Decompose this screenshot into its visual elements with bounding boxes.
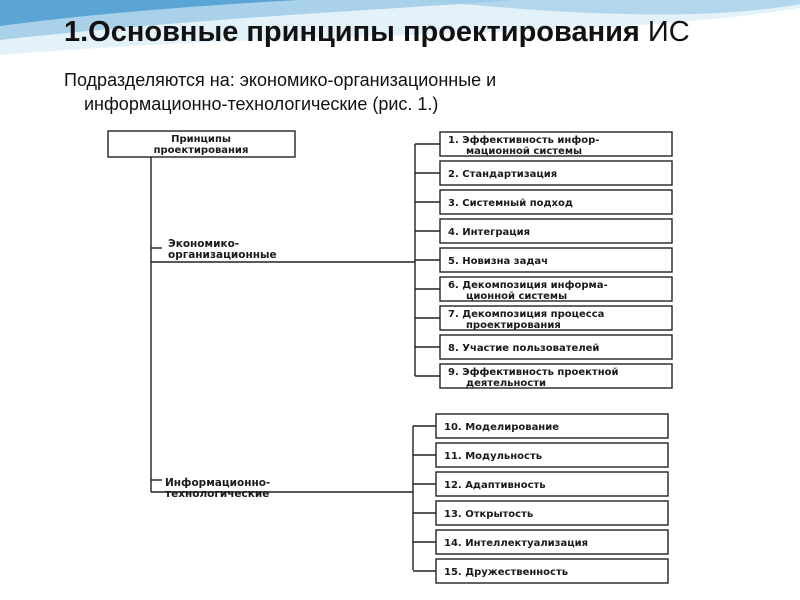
subtitle-line-1: Подразделяются на: экономико-организационные и (64, 70, 497, 90)
page-title-suffix: ИС (639, 16, 690, 48)
group2-label-line-1: Информационно- (165, 477, 271, 489)
group1-item-label-line-1: 8. Участие пользователей (448, 343, 600, 354)
group2-item-label-line-1: 13. Открытость (444, 509, 534, 520)
group2-label-line-2: технологические (165, 488, 270, 500)
group2-items (413, 414, 668, 583)
group1-item-label-line-1: 6. Декомпозиция информа- (448, 280, 608, 291)
group1-item-label-line-2: ционной системы (466, 291, 568, 302)
connector-lines (108, 131, 415, 570)
group1-item-label-line-1: 7. Декомпозиция процесса (448, 309, 605, 320)
group1-item-label-line-2: мационной системы (466, 146, 583, 157)
group1-label-line-1: Экономико- (168, 238, 240, 250)
group1-item-label-line-1: 9. Эффективность проектной (448, 367, 619, 378)
page-title-main: 1.Основные принципы проектирования (64, 16, 640, 48)
group2-item-label-line-1: 14. Интеллектуализация (444, 538, 589, 549)
group1-item-label-line-1: 3. Системный подход (448, 198, 573, 209)
group1-item-label-line-1: 4. Интеграция (448, 227, 531, 238)
group1-item-label-line-1: 1. Эффективность инфор- (448, 135, 600, 146)
group1-item-label-line-2: проектирования (466, 320, 561, 331)
group1-label-line-2: организационные (168, 249, 277, 261)
group1-item-label-line-1: 5. Новизна задач (448, 256, 549, 267)
root-label-line-1: Принципы (171, 134, 231, 145)
root-label-line-2: проектирования (153, 145, 249, 156)
group2-item-label-line-1: 11. Модульность (444, 451, 543, 462)
group2-item-label-line-1: 10. Моделирование (444, 422, 560, 433)
group1-items (415, 132, 672, 389)
group1-item-label-line-1: 2. Стандартизация (448, 169, 558, 180)
subtitle-line-2: информационно-технологические (рис. 1.) (84, 94, 439, 114)
group2-item-label-line-1: 15. Дружественность (444, 567, 569, 578)
group1-item-label-line-2: деятельности (466, 378, 547, 389)
group2-item-label-line-1: 12. Адаптивность (444, 480, 546, 491)
